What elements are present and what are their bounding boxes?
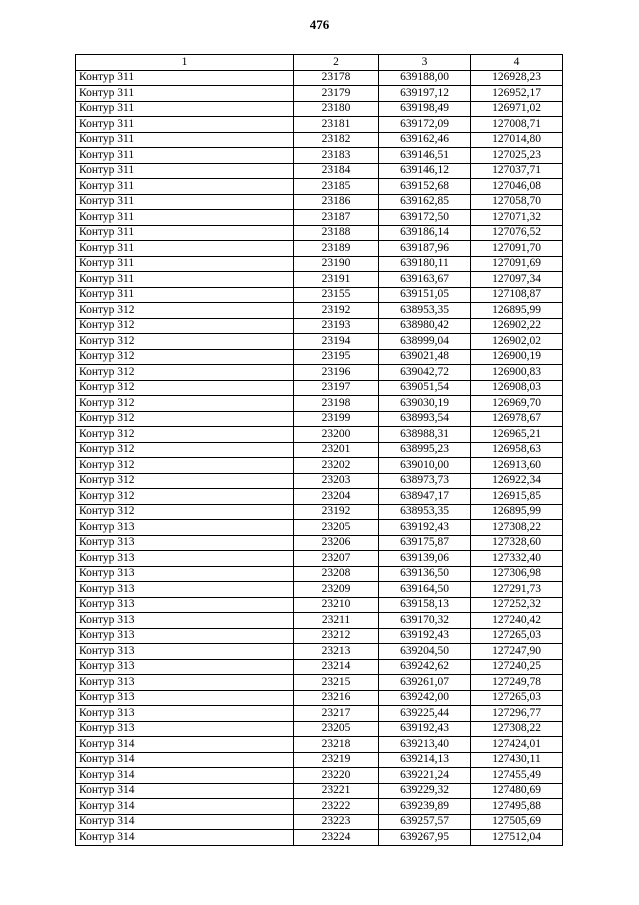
table-row (76, 318, 563, 334)
y-coordinate-cell: 126915,85 (471, 489, 563, 505)
y-coordinate-cell: 126978,67 (471, 411, 563, 427)
contour-name-cell: Контур 311 (76, 86, 294, 102)
point-number-cell: 23198 (294, 396, 379, 412)
y-coordinate-cell: 127240,42 (471, 613, 563, 629)
point-number-cell: 23216 (294, 690, 379, 706)
table-row (76, 551, 563, 567)
y-coordinate-cell: 126895,99 (471, 303, 563, 319)
x-coordinate-cell: 639192,43 (379, 628, 471, 644)
contour-name-cell: Контур 311 (76, 194, 294, 210)
point-number-cell: 23200 (294, 427, 379, 443)
y-coordinate-cell: 127306,98 (471, 566, 563, 582)
x-coordinate-cell: 639229,32 (379, 783, 471, 799)
x-coordinate-cell: 638953,35 (379, 504, 471, 520)
table-row (76, 303, 563, 319)
x-coordinate-cell: 639187,96 (379, 241, 471, 257)
y-coordinate-cell: 126902,02 (471, 334, 563, 350)
y-coordinate-cell: 126969,70 (471, 396, 563, 412)
y-coordinate-cell: 127037,71 (471, 163, 563, 179)
table-body (76, 70, 563, 845)
table-row (76, 737, 563, 753)
contour-name-cell: Контур 313 (76, 690, 294, 706)
table-row (76, 814, 563, 830)
point-number-cell: 23193 (294, 318, 379, 334)
contour-name-cell: Контур 313 (76, 520, 294, 536)
point-number-cell: 23155 (294, 287, 379, 303)
table-row (76, 768, 563, 784)
y-coordinate-cell: 127424,01 (471, 737, 563, 753)
point-number-cell: 23197 (294, 380, 379, 396)
point-number-cell: 23208 (294, 566, 379, 582)
contour-name-cell: Контур 314 (76, 768, 294, 784)
x-coordinate-cell: 638973,73 (379, 473, 471, 489)
contour-name-cell: Контур 312 (76, 318, 294, 334)
table-row (76, 287, 563, 303)
x-coordinate-cell: 639192,43 (379, 721, 471, 737)
coordinates-table (75, 54, 563, 846)
table-row (76, 489, 563, 505)
point-number-cell: 23210 (294, 597, 379, 613)
contour-name-cell: Контур 314 (76, 752, 294, 768)
point-number-cell: 23178 (294, 70, 379, 86)
contour-name-cell: Контур 314 (76, 830, 294, 846)
column-header-1: 1 (76, 55, 294, 71)
point-number-cell: 23201 (294, 442, 379, 458)
point-number-cell: 23211 (294, 613, 379, 629)
point-number-cell: 23205 (294, 721, 379, 737)
y-coordinate-cell: 127455,49 (471, 768, 563, 784)
contour-name-cell: Контур 313 (76, 566, 294, 582)
y-coordinate-cell: 127091,70 (471, 241, 563, 257)
x-coordinate-cell: 639051,54 (379, 380, 471, 396)
contour-name-cell: Контур 311 (76, 225, 294, 241)
table-row (76, 241, 563, 257)
contour-name-cell: Контур 312 (76, 504, 294, 520)
contour-name-cell: Контур 311 (76, 132, 294, 148)
point-number-cell: 23224 (294, 830, 379, 846)
table-row (76, 272, 563, 288)
point-number-cell: 23190 (294, 256, 379, 272)
point-number-cell: 23206 (294, 535, 379, 551)
contour-name-cell: Контур 312 (76, 349, 294, 365)
x-coordinate-cell: 639239,89 (379, 799, 471, 815)
table-row (76, 70, 563, 86)
contour-name-cell: Контур 311 (76, 256, 294, 272)
contour-name-cell: Контур 311 (76, 117, 294, 133)
x-coordinate-cell: 639158,13 (379, 597, 471, 613)
point-number-cell: 23188 (294, 225, 379, 241)
table-row (76, 117, 563, 133)
table-row (76, 442, 563, 458)
contour-name-cell: Контур 313 (76, 582, 294, 598)
table-row (76, 380, 563, 396)
y-coordinate-cell: 127252,32 (471, 597, 563, 613)
x-coordinate-cell: 639146,12 (379, 163, 471, 179)
y-coordinate-cell: 127265,03 (471, 628, 563, 644)
point-number-cell: 23203 (294, 473, 379, 489)
point-number-cell: 23213 (294, 644, 379, 660)
table-row (76, 365, 563, 381)
point-number-cell: 23179 (294, 86, 379, 102)
contour-name-cell: Контур 311 (76, 272, 294, 288)
table-row (76, 427, 563, 443)
table-row (76, 473, 563, 489)
y-coordinate-cell: 127291,73 (471, 582, 563, 598)
point-number-cell: 23191 (294, 272, 379, 288)
contour-name-cell: Контур 313 (76, 628, 294, 644)
y-coordinate-cell: 126971,02 (471, 101, 563, 117)
contour-name-cell: Контур 314 (76, 737, 294, 753)
table-row (76, 597, 563, 613)
x-coordinate-cell: 638980,42 (379, 318, 471, 334)
y-coordinate-cell: 127025,23 (471, 148, 563, 164)
x-coordinate-cell: 638988,31 (379, 427, 471, 443)
contour-name-cell: Контур 313 (76, 706, 294, 722)
contour-name-cell: Контур 312 (76, 396, 294, 412)
y-coordinate-cell: 127480,69 (471, 783, 563, 799)
contour-name-cell: Контур 312 (76, 411, 294, 427)
y-coordinate-cell: 126965,21 (471, 427, 563, 443)
y-coordinate-cell: 127108,87 (471, 287, 563, 303)
table-row (76, 132, 563, 148)
x-coordinate-cell: 639172,50 (379, 210, 471, 226)
y-coordinate-cell: 126928,23 (471, 70, 563, 86)
table-row (76, 628, 563, 644)
x-coordinate-cell: 639186,14 (379, 225, 471, 241)
contour-name-cell: Контур 312 (76, 334, 294, 350)
point-number-cell: 23180 (294, 101, 379, 117)
y-coordinate-cell: 127097,34 (471, 272, 563, 288)
x-coordinate-cell: 639242,00 (379, 690, 471, 706)
point-number-cell: 23182 (294, 132, 379, 148)
table-row (76, 566, 563, 582)
table-row (76, 256, 563, 272)
point-number-cell: 23181 (294, 117, 379, 133)
x-coordinate-cell: 639162,46 (379, 132, 471, 148)
x-coordinate-cell: 639172,09 (379, 117, 471, 133)
y-coordinate-cell: 127058,70 (471, 194, 563, 210)
y-coordinate-cell: 127014,80 (471, 132, 563, 148)
x-coordinate-cell: 639042,72 (379, 365, 471, 381)
point-number-cell: 23218 (294, 737, 379, 753)
contour-name-cell: Контур 311 (76, 241, 294, 257)
x-coordinate-cell: 639136,50 (379, 566, 471, 582)
table-row (76, 706, 563, 722)
table-header-row (76, 55, 563, 71)
y-coordinate-cell: 126900,19 (471, 349, 563, 365)
contour-name-cell: Контур 312 (76, 365, 294, 381)
y-coordinate-cell: 127430,11 (471, 752, 563, 768)
contour-name-cell: Контур 313 (76, 721, 294, 737)
x-coordinate-cell: 639175,87 (379, 535, 471, 551)
table-row (76, 783, 563, 799)
y-coordinate-cell: 127265,03 (471, 690, 563, 706)
x-coordinate-cell: 639225,44 (379, 706, 471, 722)
point-number-cell: 23196 (294, 365, 379, 381)
y-coordinate-cell: 127046,08 (471, 179, 563, 195)
contour-name-cell: Контур 312 (76, 473, 294, 489)
x-coordinate-cell: 639151,05 (379, 287, 471, 303)
contour-name-cell: Контур 313 (76, 675, 294, 691)
contour-name-cell: Контур 313 (76, 551, 294, 567)
point-number-cell: 23220 (294, 768, 379, 784)
y-coordinate-cell: 127247,90 (471, 644, 563, 660)
x-coordinate-cell: 639139,06 (379, 551, 471, 567)
contour-name-cell: Контур 313 (76, 613, 294, 629)
contour-name-cell: Контур 313 (76, 597, 294, 613)
column-header-4: 4 (471, 55, 563, 71)
contour-name-cell: Контур 311 (76, 101, 294, 117)
table-row (76, 210, 563, 226)
y-coordinate-cell: 127512,04 (471, 830, 563, 846)
contour-name-cell: Контур 312 (76, 303, 294, 319)
point-number-cell: 23209 (294, 582, 379, 598)
contour-name-cell: Контур 311 (76, 163, 294, 179)
y-coordinate-cell: 127505,69 (471, 814, 563, 830)
table-row (76, 659, 563, 675)
x-coordinate-cell: 638947,17 (379, 489, 471, 505)
x-coordinate-cell: 639021,48 (379, 349, 471, 365)
x-coordinate-cell: 639213,40 (379, 737, 471, 753)
point-number-cell: 23187 (294, 210, 379, 226)
table-row (76, 194, 563, 210)
x-coordinate-cell: 639170,32 (379, 613, 471, 629)
x-coordinate-cell: 639163,67 (379, 272, 471, 288)
contour-name-cell: Контур 314 (76, 814, 294, 830)
point-number-cell: 23192 (294, 504, 379, 520)
table-row (76, 86, 563, 102)
y-coordinate-cell: 127296,77 (471, 706, 563, 722)
table-row (76, 148, 563, 164)
y-coordinate-cell: 127249,78 (471, 675, 563, 691)
contour-name-cell: Контур 311 (76, 148, 294, 164)
column-header-2: 2 (294, 55, 379, 71)
contour-name-cell: Контур 312 (76, 380, 294, 396)
x-coordinate-cell: 639197,12 (379, 86, 471, 102)
table-row (76, 675, 563, 691)
page-number: 476 (309, 17, 330, 32)
table-row (76, 520, 563, 536)
contour-name-cell: Контур 312 (76, 427, 294, 443)
table-row (76, 799, 563, 815)
point-number-cell: 23189 (294, 241, 379, 257)
point-number-cell: 23214 (294, 659, 379, 675)
table-row (76, 163, 563, 179)
y-coordinate-cell: 127308,22 (471, 520, 563, 536)
x-coordinate-cell: 638953,35 (379, 303, 471, 319)
contour-name-cell: Контур 314 (76, 783, 294, 799)
y-coordinate-cell: 127008,71 (471, 117, 563, 133)
point-number-cell: 23199 (294, 411, 379, 427)
y-coordinate-cell: 126922,34 (471, 473, 563, 489)
y-coordinate-cell: 126952,17 (471, 86, 563, 102)
y-coordinate-cell: 126913,60 (471, 458, 563, 474)
y-coordinate-cell: 126958,63 (471, 442, 563, 458)
contour-name-cell: Контур 314 (76, 799, 294, 815)
x-coordinate-cell: 638999,04 (379, 334, 471, 350)
y-coordinate-cell: 127071,32 (471, 210, 563, 226)
contour-name-cell: Контур 313 (76, 535, 294, 551)
contour-name-cell: Контур 312 (76, 442, 294, 458)
point-number-cell: 23202 (294, 458, 379, 474)
point-number-cell: 23222 (294, 799, 379, 815)
table-row (76, 613, 563, 629)
point-number-cell: 23183 (294, 148, 379, 164)
point-number-cell: 23223 (294, 814, 379, 830)
y-coordinate-cell: 126900,83 (471, 365, 563, 381)
x-coordinate-cell: 639261,07 (379, 675, 471, 691)
table-row (76, 644, 563, 660)
point-number-cell: 23195 (294, 349, 379, 365)
x-coordinate-cell: 639198,49 (379, 101, 471, 117)
x-coordinate-cell: 639180,11 (379, 256, 471, 272)
table-row (76, 411, 563, 427)
table-row (76, 396, 563, 412)
y-coordinate-cell: 127076,52 (471, 225, 563, 241)
contour-name-cell: Контур 311 (76, 70, 294, 86)
x-coordinate-cell: 639146,51 (379, 148, 471, 164)
x-coordinate-cell: 639242,62 (379, 659, 471, 675)
x-coordinate-cell: 638993,54 (379, 411, 471, 427)
table-row (76, 690, 563, 706)
contour-name-cell: Контур 311 (76, 287, 294, 303)
x-coordinate-cell: 639188,00 (379, 70, 471, 86)
x-coordinate-cell: 639010,00 (379, 458, 471, 474)
point-number-cell: 23194 (294, 334, 379, 350)
y-coordinate-cell: 127328,60 (471, 535, 563, 551)
y-coordinate-cell: 126895,99 (471, 504, 563, 520)
table-row (76, 458, 563, 474)
point-number-cell: 23204 (294, 489, 379, 505)
y-coordinate-cell: 127308,22 (471, 721, 563, 737)
table-row (76, 535, 563, 551)
y-coordinate-cell: 127495,88 (471, 799, 563, 815)
contour-name-cell: Контур 313 (76, 659, 294, 675)
x-coordinate-cell: 638995,23 (379, 442, 471, 458)
y-coordinate-cell: 127240,25 (471, 659, 563, 675)
y-coordinate-cell: 127091,69 (471, 256, 563, 272)
x-coordinate-cell: 639030,19 (379, 396, 471, 412)
table-row (76, 179, 563, 195)
x-coordinate-cell: 639162,85 (379, 194, 471, 210)
contour-name-cell: Контур 312 (76, 489, 294, 505)
point-number-cell: 23217 (294, 706, 379, 722)
y-coordinate-cell: 126902,22 (471, 318, 563, 334)
point-number-cell: 23205 (294, 520, 379, 536)
x-coordinate-cell: 639204,50 (379, 644, 471, 660)
point-number-cell: 23186 (294, 194, 379, 210)
x-coordinate-cell: 639164,50 (379, 582, 471, 598)
table-row (76, 101, 563, 117)
x-coordinate-cell: 639267,95 (379, 830, 471, 846)
x-coordinate-cell: 639257,57 (379, 814, 471, 830)
point-number-cell: 23215 (294, 675, 379, 691)
point-number-cell: 23185 (294, 179, 379, 195)
point-number-cell: 23219 (294, 752, 379, 768)
x-coordinate-cell: 639214,13 (379, 752, 471, 768)
point-number-cell: 23221 (294, 783, 379, 799)
contour-name-cell: Контур 313 (76, 644, 294, 660)
contour-name-cell: Контур 311 (76, 179, 294, 195)
contour-name-cell: Контур 311 (76, 210, 294, 226)
column-header-3: 3 (379, 55, 471, 71)
table-row (76, 225, 563, 241)
point-number-cell: 23184 (294, 163, 379, 179)
x-coordinate-cell: 639152,68 (379, 179, 471, 195)
table-row (76, 752, 563, 768)
point-number-cell: 23207 (294, 551, 379, 567)
x-coordinate-cell: 639221,24 (379, 768, 471, 784)
y-coordinate-cell: 127332,40 (471, 551, 563, 567)
table-row (76, 334, 563, 350)
table-row (76, 582, 563, 598)
contour-name-cell: Контур 312 (76, 458, 294, 474)
x-coordinate-cell: 639192,43 (379, 520, 471, 536)
y-coordinate-cell: 126908,03 (471, 380, 563, 396)
table-row (76, 830, 563, 846)
table-row (76, 721, 563, 737)
point-number-cell: 23192 (294, 303, 379, 319)
table-row (76, 504, 563, 520)
table-row (76, 349, 563, 365)
point-number-cell: 23212 (294, 628, 379, 644)
